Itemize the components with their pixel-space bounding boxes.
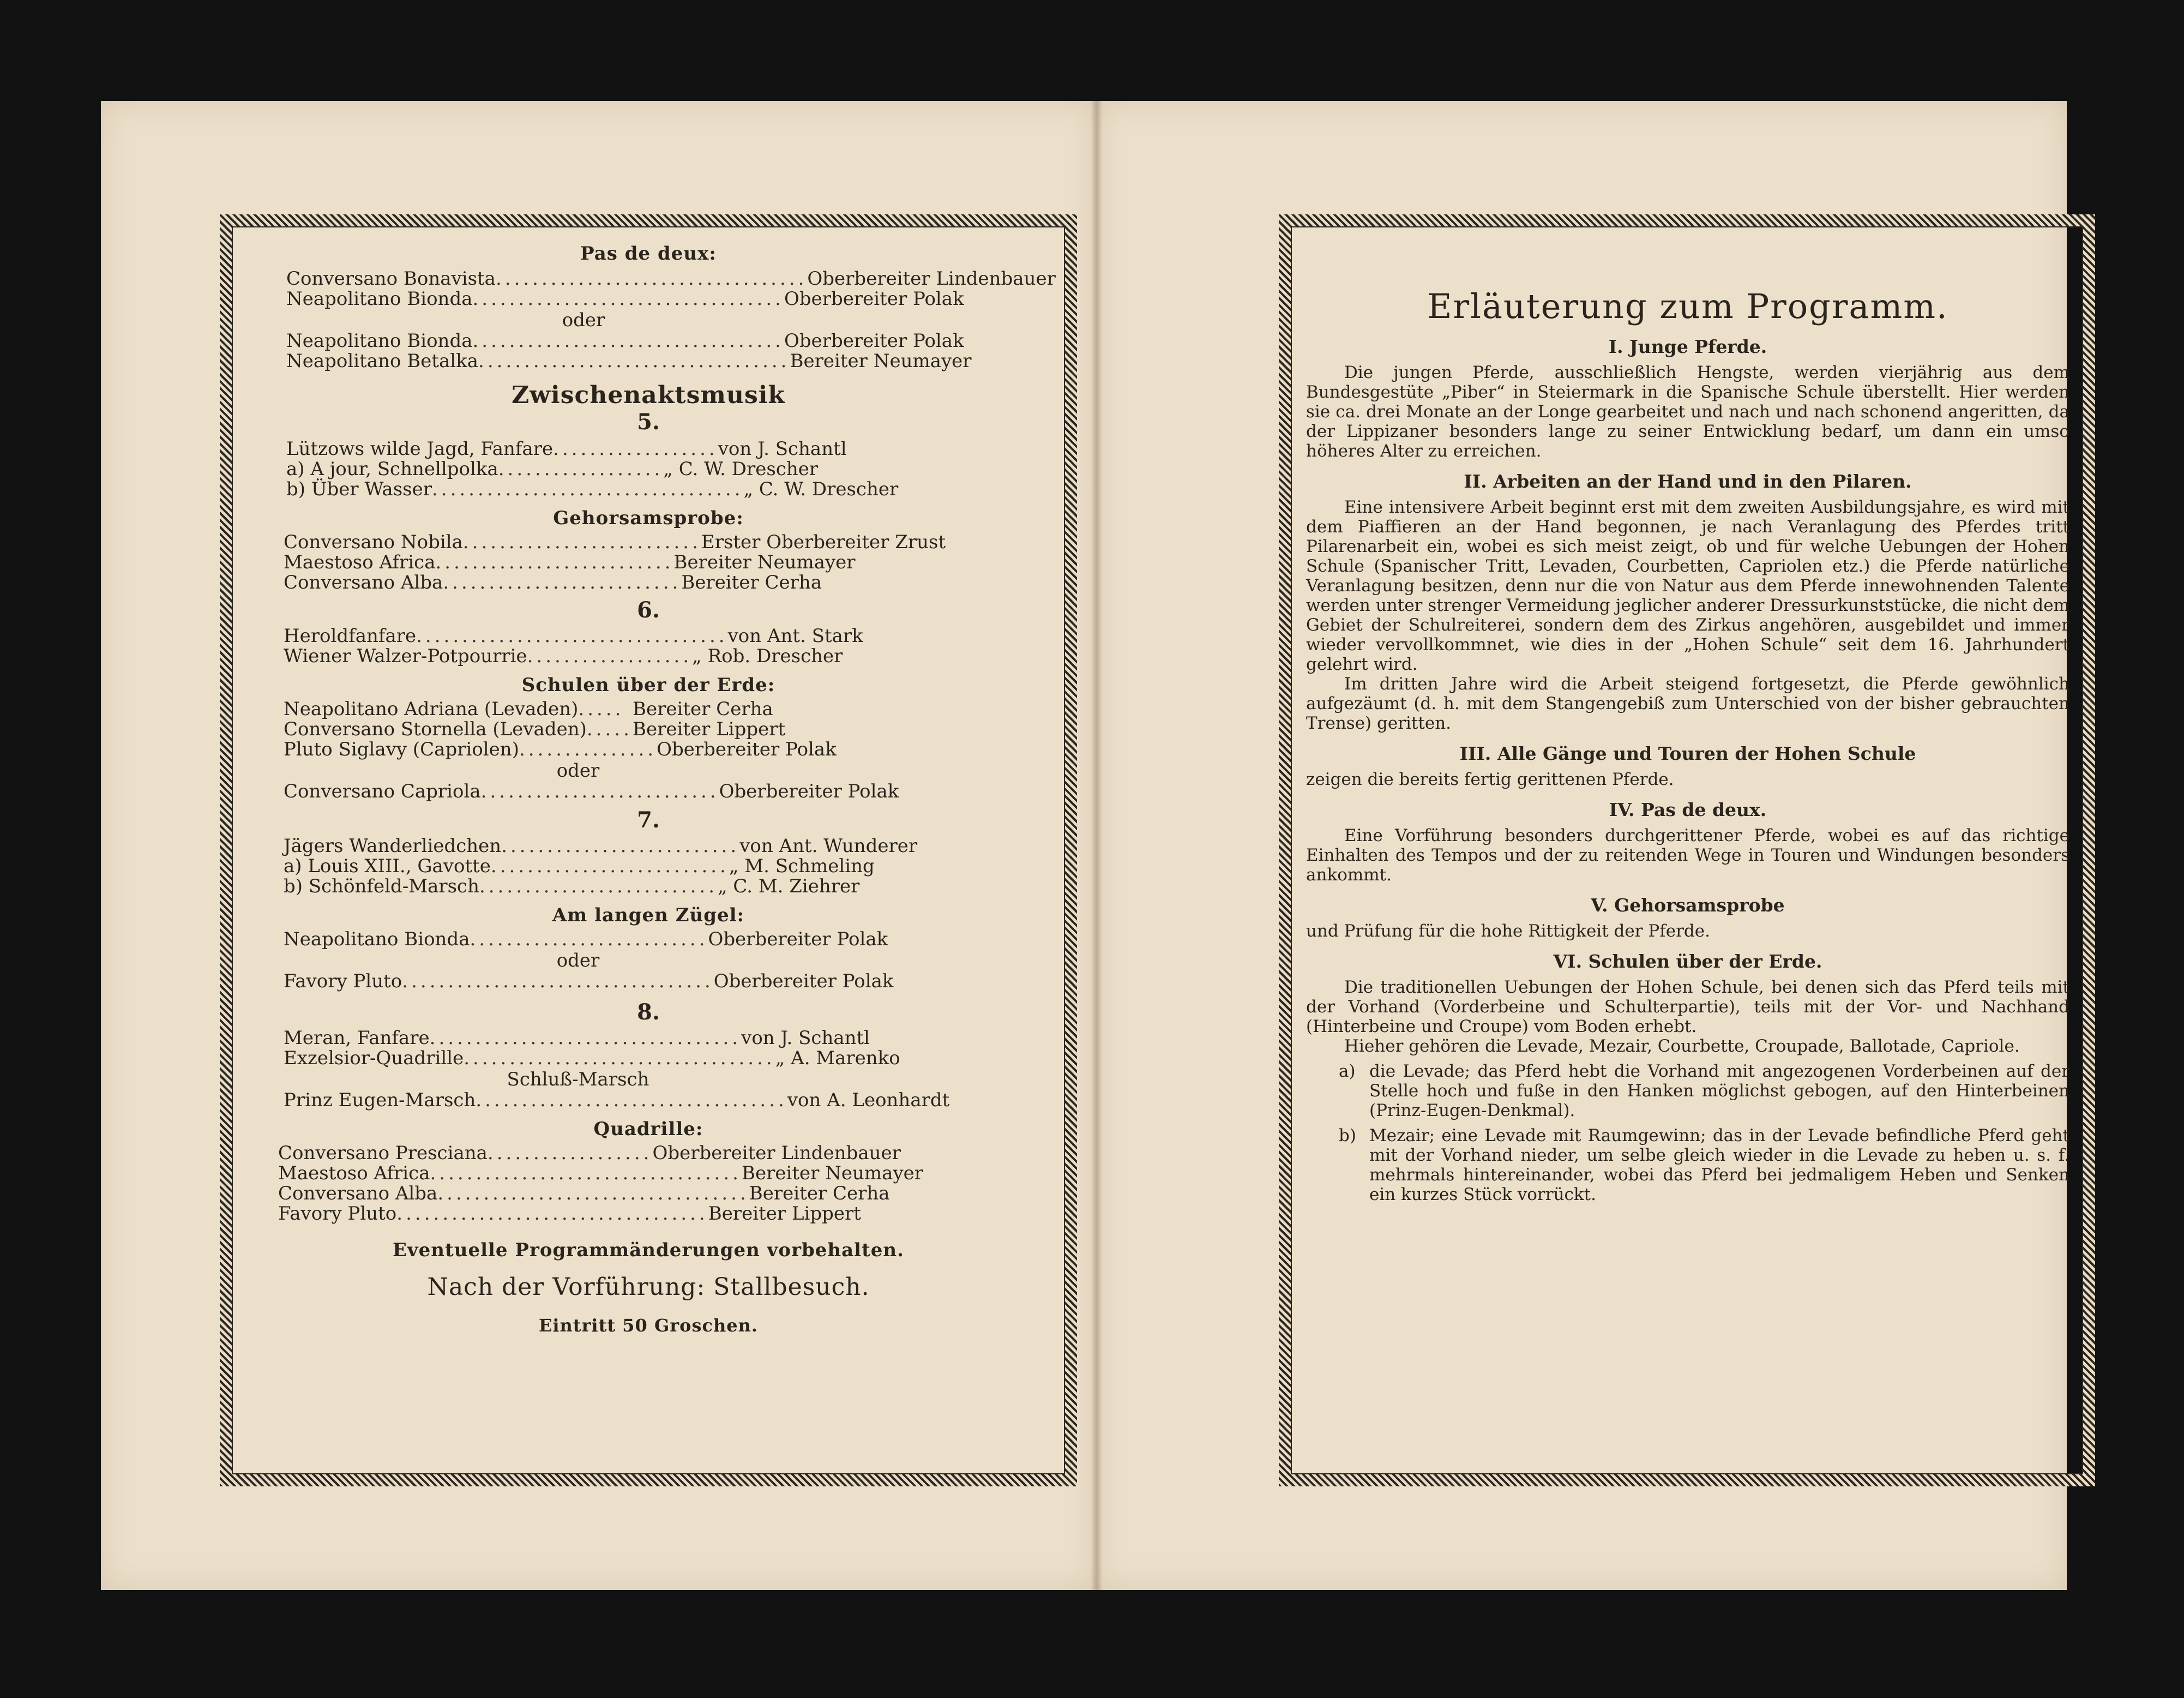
program-row: Conversano Presciana .................. Oberbereiter Lindenbauer bbox=[278, 1142, 901, 1164]
section-text-2a: Eine intensivere Arbeit beginnt erst mit dem zweiten Ausbildungsjahre, es wird mit dem Piaffieren an der Hand begonnen, je nach Veranlagung des Pferdes tritt Pilarenarbeit ein, wobei es sich meist zeigt, ob und für welche Uebungen der Hohen Schule (Spanischer Tritt, Levaden, Courbetten, Capriolen etz.) die Pferde natürliche Veranlagung besitzen, denn nur die von Natur aus dem Pferde innewohnenden Talente werden unter strenger Vermeidung jeglicher anderer Dressurkunststücke, die nicht dem Gebiet der Schulreiterei, sondern dem des Zirkus angehören, ausgebildet und immer wieder vervollkommnet, wie dies in der „Hohen Schule“ seit dem 16. Jahrhundert gelehrt wird. bbox=[1306, 497, 2069, 674]
section-number-5: 5. bbox=[637, 409, 660, 435]
list-item-a: a) die Levade; das Pferd hebt die Vorhand mit angezogenen Vorderbeinen auf der Stelle hoch und fuße in den Hanken möglichst gebogen, auf den Hinterbeinen (Prinz-Eugen-Denkmal). bbox=[1339, 1061, 2069, 1120]
explanation-page bbox=[1306, 243, 2069, 1459]
page-title: Erläuterung zum Programm. bbox=[1427, 286, 1948, 326]
list-item-b: b) Mezair; eine Levade mit Raumgewinn; das in der Levade befindliche Pferd geht mit der Vorhand nieder, um selbe gleich wieder in die Levade zu heben u. s. f. mehrmals hintereinander, wobei das Pferd bei jedmaligem Heben und Senken ein kurzes Stück vorrückt. bbox=[1339, 1126, 2069, 1204]
oder-text: oder bbox=[556, 950, 600, 971]
schulen-list bbox=[284, 698, 899, 802]
booklet-spread bbox=[101, 101, 2184, 1590]
program-row: Neapolitano Bionda .................................. Oberbereiter Polak bbox=[286, 330, 964, 352]
music-row: Meran, Fanfare .................................. von J. Schantl bbox=[284, 1027, 870, 1049]
gehorsamsprobe-list bbox=[284, 531, 946, 593]
quadrille-list bbox=[278, 1142, 924, 1225]
music-row: Prinz Eugen-Marsch .................................. von A. Leonhardt bbox=[284, 1089, 950, 1111]
section-text-3: zeigen die bereits fertig gerittenen Pferde. bbox=[1306, 770, 1674, 789]
program-row: Neapolitano Betalka .................................. Bereiter Neumayer bbox=[286, 350, 972, 372]
music-row: a) A jour, Schnellpolka .................. „ C. W. Drescher bbox=[286, 458, 819, 480]
section-heading-2: II. Arbeiten an der Hand und in den Pilaren. bbox=[1464, 471, 1912, 492]
section-number-7: 7. bbox=[637, 807, 660, 833]
program-row: Conversano Capriola .......................... Oberbereiter Polak bbox=[284, 781, 899, 802]
oder-text: oder bbox=[562, 309, 605, 331]
program-row: Maestoso Africa .................................. Bereiter Neumayer bbox=[278, 1162, 924, 1184]
program-row: Pluto Siglavy (Capriolen) ............... Oberbereiter Polak bbox=[284, 739, 837, 760]
section-heading-1: I. Junge Pferde. bbox=[1608, 336, 1767, 357]
music-list-6 bbox=[284, 626, 873, 667]
music-row: a) Louis XIII., Gavotte .......................... „ M. Schmeling bbox=[284, 855, 875, 877]
music-row: b) Über Wasser .................................. „ C. W. Drescher bbox=[286, 478, 899, 500]
music-list-5 bbox=[286, 438, 899, 500]
section-text-6a: Die traditionellen Uebungen der Hohen Schule, bei denen sich das Pferd teils mit der Vorhand (Vorderbeine und Schulterpartie), teils mit der Vor- und Nachhand (Hinterbeine und Croupe) vom Boden erhebt. bbox=[1306, 977, 2069, 1036]
program-row: Conversano Alba .................................. Bereiter Cerha bbox=[278, 1183, 890, 1204]
section-text-5: und Prüfung für die hohe Rittigkeit der Pferde. bbox=[1306, 921, 1710, 941]
program-row: Conversano Alba .......................... Bereiter Cerha bbox=[284, 572, 822, 593]
zuegel-list bbox=[284, 928, 894, 992]
program-row: Conversano Bonavista .................................. Oberbereiter Lindenbauer bbox=[286, 268, 1056, 290]
program-row: Neapolitano Adriana (Levaden) ..... Bereiter Cerha bbox=[284, 698, 773, 720]
section-number-6: 6. bbox=[637, 597, 660, 623]
program-row: Conversano Stornella (Levaden) ..... Bereiter Lippert bbox=[284, 718, 786, 740]
program-row: Neapolitano Bionda .................................. Oberbereiter Polak bbox=[286, 288, 964, 310]
program-page bbox=[245, 243, 1056, 1459]
gehorsamsprobe-heading: Gehorsamsprobe: bbox=[553, 507, 744, 529]
program-row: Maestoso Africa .......................... Bereiter Neumayer bbox=[284, 551, 856, 573]
program-row: Neapolitano Bionda .......................... Oberbereiter Polak bbox=[284, 928, 888, 950]
section-text-6b: Hieher gehören die Levade, Mezair, Courbette, Croupade, Ballotade, Capriole. bbox=[1344, 1036, 2020, 1056]
section-text-2b: Im dritten Jahre wird die Arbeit steigend fortgesetzt, die Pferde gewöhnlich aufgezäumt (d. h. mit dem Stangengebiß zum Unterschied von der bisher gebrauchten Trense) geritten. bbox=[1306, 674, 2069, 733]
section-number-8: 8. bbox=[637, 999, 660, 1025]
schulen-heading: Schulen über der Erde: bbox=[521, 674, 775, 696]
section-text-1: Die jungen Pferde, ausschließlich Hengste, werden vierjährig aus dem Bundesgestüte „Piber“ in Steiermark in die Spanische Schule überstellt. Hier werden sie ca. drei Monate an der Longe gearbeitet und nach und nach schonend angeritten, da der Lippizaner besonders lange zu seiner Entwicklung bedarf, um dann ein umso höheres Alter zu erreichen. bbox=[1306, 363, 2069, 461]
music-list-7 bbox=[284, 835, 918, 897]
pas-de-deux-heading: Pas de deux: bbox=[580, 243, 717, 265]
center-fold bbox=[1091, 101, 1103, 1590]
music-row: b) Schönfeld-Marsch .......................... „ C. M. Ziehrer bbox=[284, 875, 860, 897]
music-row: Heroldfanfare .................................. von Ant. Stark bbox=[284, 625, 863, 647]
oder-text: oder bbox=[556, 760, 600, 782]
music-row: Exzelsior-Quadrille .................................. „ A. Marenko bbox=[284, 1047, 900, 1069]
program-row: Favory Pluto .................................. Oberbereiter Polak bbox=[284, 970, 894, 992]
music-row: Jägers Wanderliedchen .......................... von Ant. Wunderer bbox=[284, 835, 918, 857]
section-text-4: Eine Vorführung besonders durchgerittener Pferde, wobei es auf das richtige Einhalten des Tempos und der zu reitenden Wege in Touren und Windungen besonders ankommt. bbox=[1306, 826, 2069, 885]
section-heading-3: III. Alle Gänge und Touren der Hohen Schule bbox=[1459, 743, 1916, 764]
program-change-note: Eventuelle Programmänderungen vorbehalten. bbox=[393, 1239, 904, 1261]
music-list-8 bbox=[284, 1027, 950, 1111]
program-row: Conversano Nobila .......................... Erster Oberbereiter Zrust bbox=[284, 531, 946, 553]
section-heading-4: IV. Pas de deux. bbox=[1609, 799, 1767, 820]
stallbesuch-note: Nach der Vorführung: Stallbesuch. bbox=[427, 1273, 870, 1301]
schluss-marsch-label: Schluß-Marsch bbox=[507, 1069, 649, 1090]
music-row: Lützows wilde Jagd, Fanfare .................. von J. Schantl bbox=[286, 438, 847, 460]
music-row: Wiener Walzer-Potpourrie .................. „ Rob. Drescher bbox=[284, 645, 843, 667]
section-heading-5: V. Gehorsamsprobe bbox=[1591, 895, 1785, 916]
admission-price: Eintritt 50 Groschen. bbox=[538, 1315, 759, 1336]
pas-de-deux-list bbox=[286, 268, 1056, 372]
quadrille-heading: Quadrille: bbox=[593, 1118, 703, 1140]
section-heading-6: VI. Schulen über der Erde. bbox=[1553, 951, 1822, 972]
program-row: Favory Pluto .................................. Bereiter Lippert bbox=[278, 1203, 861, 1225]
am-langen-zuegel-heading: Am langen Zügel: bbox=[552, 904, 745, 926]
zwischenaktsmusik-heading: Zwischenaktsmusik bbox=[512, 381, 785, 409]
